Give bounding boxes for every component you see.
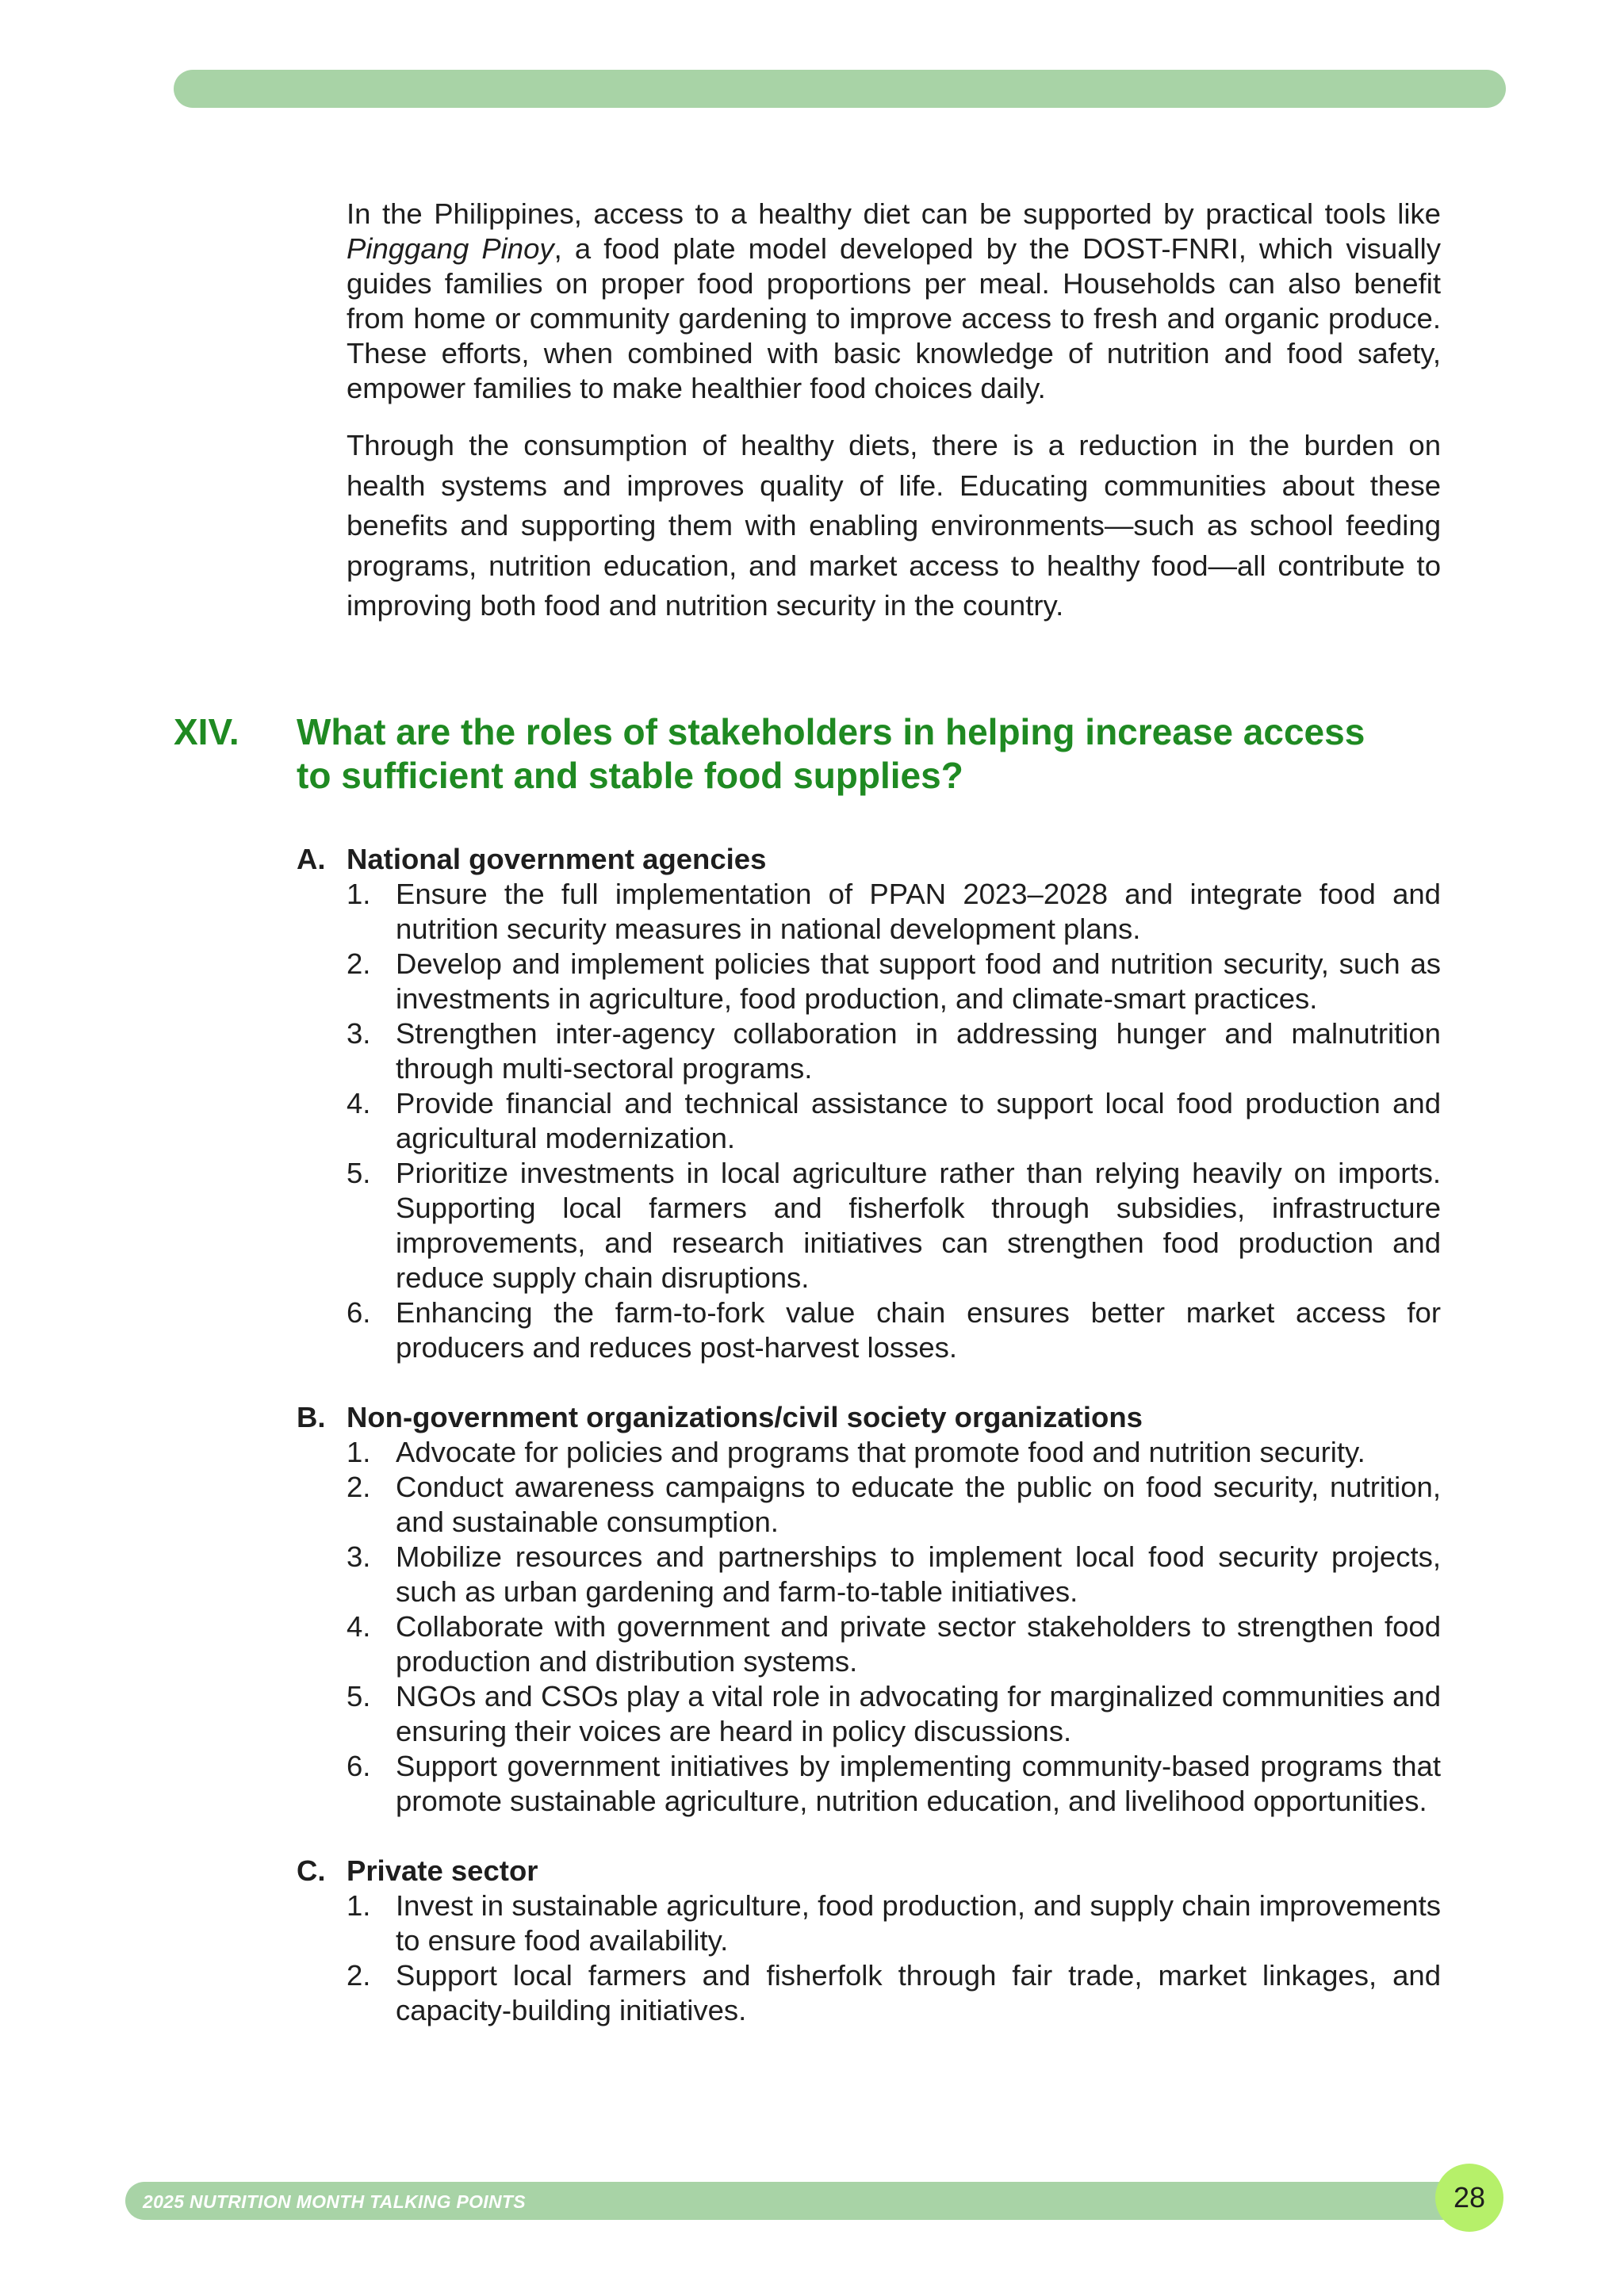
- list-item-text: NGOs and CSOs play a vital role in advocating for marginalized communities and ensuring their voices are heard in policy discussions.: [396, 1680, 1441, 1747]
- subsection-heading: [297, 1400, 1441, 1435]
- list-item-number: 6.: [347, 1750, 371, 1782]
- numbered-list: [297, 1435, 1441, 1819]
- list-item: [347, 1295, 1441, 1365]
- list-item-text: Enhancing the farm-to-fork value chain ensures better market access for producers and reduces post-harvest losses.: [396, 1296, 1441, 1364]
- list-item-number: 4.: [347, 1610, 371, 1643]
- list-item: [347, 1679, 1441, 1749]
- list-item-text: Collaborate with government and private sector stakeholders to strengthen food production and distribution systems.: [396, 1610, 1441, 1678]
- list-item-number: 2.: [347, 1959, 371, 1992]
- list-item-number: 2.: [347, 1471, 371, 1503]
- list-item: [347, 1156, 1441, 1295]
- intro-paragraph-2: Through the consumption of healthy diets, there is a reduction in the burden on health systems and improves quality of life. Educating communities about these benefits and supporting them with enabling environments—such as school feeding programs, nutrition education, and market access to healthy food—all contribute to improving both food and nutrition security in the country.: [347, 429, 1441, 622]
- list-item-text: Provide financial and technical assistance to support local food production and agricultural modernization.: [396, 1087, 1441, 1154]
- section-xiv: [174, 710, 1474, 2028]
- list-item: [347, 1958, 1441, 2028]
- list-item-number: 6.: [347, 1296, 371, 1329]
- footer-label: 2025 NUTRITION MONTH TALKING POINTS: [143, 2191, 526, 2212]
- subsection-letter: C.: [297, 1854, 326, 1887]
- subsection-heading: [297, 842, 1441, 877]
- intro-paragraph-1: [347, 197, 1441, 406]
- list-item-text: Conduct awareness campaigns to educate the public on food security, nutrition, and sustainable consumption.: [396, 1471, 1441, 1538]
- list-item-text: Advocate for policies and programs that promote food and nutrition security.: [396, 1436, 1365, 1468]
- page-number-badge: 28: [1435, 2164, 1503, 2232]
- list-item: [347, 1016, 1441, 1086]
- list-item-number: 1.: [347, 878, 371, 910]
- subsection-letter: A.: [297, 843, 326, 875]
- list-item-number: 1.: [347, 1436, 371, 1468]
- list-item: [347, 947, 1441, 1016]
- subsection-heading: [297, 1854, 1441, 1888]
- list-item-number: 4.: [347, 1087, 371, 1119]
- list-item-text: Invest in sustainable agriculture, food production, and supply chain improvements to ensure food availability.: [396, 1889, 1441, 1957]
- numbered-list: [297, 877, 1441, 1365]
- list-item: [347, 1609, 1441, 1679]
- subsection: [297, 1400, 1441, 1819]
- list-item-number: 5.: [347, 1157, 371, 1189]
- list-item: [347, 877, 1441, 947]
- intro-p1-text-before: In the Philippines, access to a healthy diet can be supported by practical tools like: [347, 197, 1441, 230]
- subsection: [297, 842, 1441, 1365]
- list-item-number: 5.: [347, 1680, 371, 1712]
- list-item-text: Support government initiatives by implementing community-based programs that promote sustainable agriculture, nutrition education, and livelihood opportunities.: [396, 1750, 1441, 1817]
- list-item-text: Ensure the full implementation of PPAN 2023–2028 and integrate food and nutrition security measures in national development plans.: [396, 878, 1441, 945]
- section-heading: [174, 710, 1474, 798]
- intro-p1-text-after: , a food plate model developed by the DOST-FNRI, which visually guides families on proper food proportions per meal. Households can also benefit from home or community gardening to improve access to fresh and organic produce. These efforts, when combined with basic knowledge of nutrition and food safety, empower families to make healthier food choices daily.: [347, 232, 1441, 404]
- list-item: [347, 1888, 1441, 1958]
- list-item: [347, 1540, 1441, 1609]
- list-item-text: Support local farmers and fisherfolk through fair trade, market linkages, and capacity-building initiatives.: [396, 1959, 1441, 2026]
- list-item: [347, 1086, 1441, 1156]
- section-title: What are the roles of stakeholders in helping increase access to sufficient and stable food supplies?: [297, 711, 1365, 796]
- list-item: [347, 1470, 1441, 1540]
- list-item-text: Strengthen inter-agency collaboration in addressing hunger and malnutrition through multi-sectoral programs.: [396, 1017, 1441, 1085]
- list-item-text: Mobilize resources and partnerships to implement local food security projects, such as urban gardening and farm-to-table initiatives.: [396, 1540, 1441, 1608]
- subsection-list: [297, 842, 1441, 2028]
- subsection: [297, 1854, 1441, 2028]
- subsection-letter: B.: [297, 1401, 326, 1433]
- list-item-number: 2.: [347, 947, 371, 980]
- subsection-title: National government agencies: [347, 843, 767, 875]
- intro-text: [347, 197, 1441, 626]
- list-item: [347, 1435, 1441, 1470]
- list-item-text: Develop and implement policies that support food and nutrition security, such as investments in agriculture, food production, and climate-smart practices.: [396, 947, 1441, 1015]
- intro-p1-italic-term: Pinggang Pinoy: [347, 232, 554, 265]
- numbered-list: [297, 1888, 1441, 2028]
- subsection-title: Private sector: [347, 1854, 538, 1887]
- list-item-number: 3.: [347, 1017, 371, 1050]
- header-bar: [174, 70, 1506, 108]
- section-numeral: XIV.: [174, 711, 239, 752]
- list-item-number: 1.: [347, 1889, 371, 1922]
- list-item: [347, 1749, 1441, 1819]
- subsection-title: Non-government organizations/civil society organizations: [347, 1401, 1143, 1433]
- list-item-number: 3.: [347, 1540, 371, 1573]
- list-item-text: Prioritize investments in local agriculture rather than relying heavily on imports. Supporting local farmers and fisherfolk through subsidies, infrastructure improvements, and research initiatives can strengthen food production and reduce supply chain disruptions.: [396, 1157, 1441, 1294]
